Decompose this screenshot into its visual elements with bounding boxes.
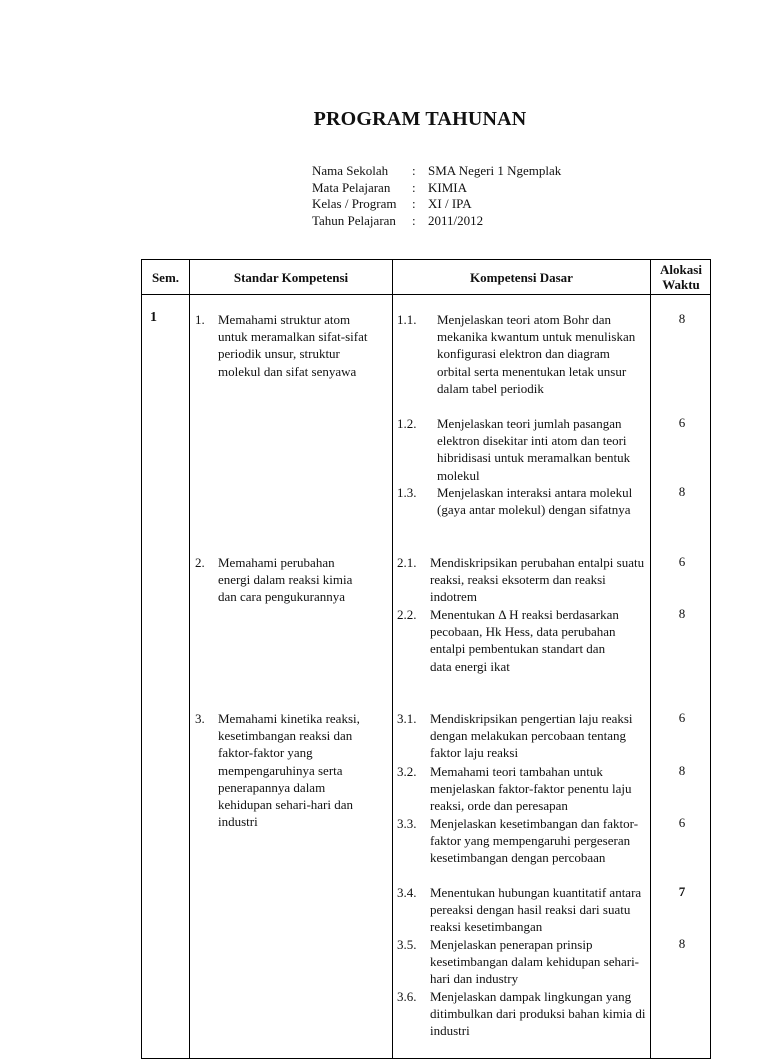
kompetensi-num: 2.1. — [397, 555, 417, 570]
standar-text: Memahami kinetika reaksi, kesetimbangan reaksi dan faktor-faktor yang mempengaruhinya serta penerapannya dalam kehidupan sehari-hari dan industri — [218, 711, 360, 830]
alokasi-value: 6 — [678, 815, 686, 830]
alokasi-value: 8 — [678, 763, 686, 778]
program-table — [141, 259, 711, 1059]
standar-text: Memahami perubahan energi dalam reaksi kimia dan cara pengukurannya — [218, 555, 353, 605]
header-alokasi — [651, 260, 711, 294]
info-label: Kelas / Program — [312, 196, 397, 211]
kompetensi-text: Memahami teori tambahan untuk menjelaskan faktor-faktor penentu laju reaksi, orde dan peresapan — [430, 764, 632, 814]
kompetensi-num: 1.1. — [397, 312, 417, 327]
kompetensi-text: Menentukan hubungan kuantitatif antara pereaksi dengan hasil reaksi dari suatu reaksi kesetimbangan — [430, 885, 642, 935]
alokasi-value: 6 — [678, 554, 686, 569]
info-value: KIMIA — [428, 179, 467, 195]
header-kompetensi: Kompetensi Dasar — [470, 269, 573, 285]
info-colon: : — [412, 212, 416, 228]
kompetensi-num: 3.4. — [397, 885, 417, 900]
kompetensi-num: 1.2. — [397, 416, 417, 431]
school-info — [312, 163, 561, 229]
info-label: Mata Pelajaran — [312, 179, 391, 195]
alokasi-value: 6 — [678, 415, 686, 430]
kompetensi-text: Menjelaskan teori atom Bohr dan mekanika kwantum untuk menuliskan konfigurasi elektron dan diagram orbital serta menentukan letak unsur dalam tabel periodik — [437, 312, 636, 396]
kompetensi-num: 3.2. — [397, 764, 417, 779]
header-standar: Standar Kompetensi — [233, 269, 349, 285]
alokasi-value: 8 — [678, 484, 686, 499]
info-row-year — [312, 213, 561, 230]
semester-number: 1 — [150, 310, 157, 325]
kompetensi-text: Menjelaskan penerapan prinsip kesetimbangan dalam kehidupan sehari-hari dan industry — [430, 937, 640, 987]
info-colon: : — [412, 179, 416, 195]
kompetensi-num: 3.6. — [397, 989, 417, 1004]
info-value: 2011/2012 — [428, 212, 484, 228]
kompetensi-text: Menentukan Δ H reaksi berdasarkan pecobaan, Hk Hess, data perubahan entalpi pembentukan standart dan data energi ikat — [430, 607, 619, 674]
kompetensi-num: 3.3. — [397, 816, 417, 831]
info-label: Tahun Pelajaran — [312, 212, 396, 228]
info-row-subject — [312, 180, 561, 197]
header-sem: Sem. — [151, 269, 180, 285]
standar-text: Memahami struktur atom untuk meramalkan sifat-sifat periodik unsur, struktur molekul dan sifat senyawa — [218, 312, 368, 379]
alokasi-value: 8 — [678, 606, 686, 621]
kompetensi-num: 2.2. — [397, 607, 417, 622]
info-label: Nama Sekolah — [312, 163, 389, 178]
info-value: SMA Negeri 1 Ngemplak — [428, 163, 562, 178]
kompetensi-num: 3.5. — [397, 937, 417, 952]
info-colon: : — [412, 163, 416, 178]
alokasi-value: 8 — [678, 311, 686, 326]
header-alokasi-line1: Alokasi — [660, 262, 702, 277]
kompetensi-text: Menjelaskan kesetimbangan dan faktor-faktor yang mempengaruhi pergeseran kesetimbangan dengan percobaan — [430, 816, 639, 866]
kompetensi-text: Mendiskripsikan pengertian laju reaksi dengan melakukan percobaan tentang faktor laju reaksi — [430, 711, 633, 761]
info-row-school — [312, 163, 561, 180]
header-divider — [142, 294, 710, 295]
kompetensi-text: Menjelaskan interaksi antara molekul (gaya antar molekul) dengan sifatnya — [437, 485, 633, 518]
header-alokasi-line2: Waktu — [662, 277, 700, 292]
info-value: XI / IPA — [428, 196, 472, 211]
kompetensi-text: Mendiskripsikan perubahan entalpi suatu reaksi, reaksi eksoterm dan reaksi indotrem — [430, 555, 645, 605]
column-divider — [189, 260, 190, 1058]
kompetensi-text: Menjelaskan teori jumlah pasangan elektron disekitar inti atom dan teori hibridisasi untuk meramalkan bentuk molekul — [437, 416, 631, 483]
info-row-class — [312, 196, 561, 213]
page-title: PROGRAM TAHUNAN — [313, 108, 527, 130]
info-colon: : — [412, 196, 416, 211]
column-divider — [392, 260, 393, 1058]
standar-num: 2. — [195, 555, 205, 570]
kompetensi-text: Menjelaskan dampak lingkungan yang ditimbulkan dari produksi bahan kimia di industri — [430, 989, 646, 1039]
kompetensi-num: 3.1. — [397, 711, 417, 726]
alokasi-value: 7 — [678, 884, 686, 899]
kompetensi-num: 1.3. — [397, 485, 417, 500]
alokasi-value: 8 — [678, 936, 686, 951]
standar-num: 3. — [195, 711, 205, 726]
alokasi-value: 6 — [678, 710, 686, 725]
column-divider — [650, 260, 651, 1058]
standar-num: 1. — [195, 312, 205, 327]
